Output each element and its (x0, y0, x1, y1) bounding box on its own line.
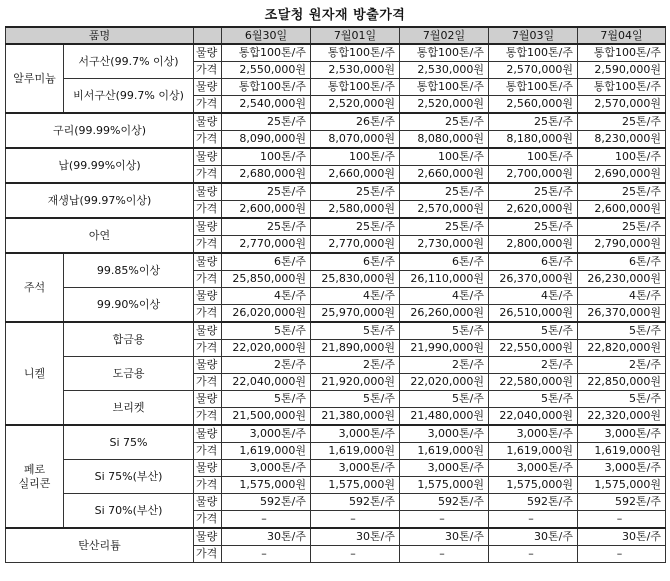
price-cell: 2,800,000원 (489, 236, 578, 254)
volume-cell: 4톤/주 (222, 288, 311, 305)
item-name: 납(99.99%이상) (6, 148, 194, 183)
price-cell: 2,770,000원 (311, 236, 400, 254)
price-label: 가격 (194, 511, 222, 529)
item-name: 아연 (6, 218, 194, 253)
volume-cell: 통합100톤/주 (222, 44, 311, 62)
volume-cell: 통합100톤/주 (311, 44, 400, 62)
volume-label: 물량 (194, 288, 222, 305)
price-cell: 22,040,000원 (489, 408, 578, 426)
item-name: 브리켓 (64, 391, 194, 426)
price-cell: 2,700,000원 (489, 166, 578, 184)
volume-cell: 25톤/주 (222, 183, 311, 201)
price-cell: 21,380,000원 (311, 408, 400, 426)
item-name: 탄산리튬 (6, 528, 194, 563)
volume-cell: 통합100톤/주 (400, 44, 489, 62)
price-cell: 2,550,000원 (222, 62, 311, 79)
table-row (6, 218, 666, 236)
volume-cell: 3,000톤/주 (489, 425, 578, 443)
volume-cell: 3,000톤/주 (311, 425, 400, 443)
table-row (6, 288, 666, 305)
volume-cell: 3,000톤/주 (222, 425, 311, 443)
kind-header (194, 27, 222, 44)
volume-cell: 통합100톤/주 (489, 44, 578, 62)
volume-label: 물량 (194, 44, 222, 62)
table-row (6, 183, 666, 201)
volume-label: 물량 (194, 148, 222, 166)
volume-cell: 25톤/주 (222, 218, 311, 236)
group-name: 페로 실리콘 (6, 425, 64, 528)
volume-cell: 4톤/주 (578, 288, 666, 305)
price-cell: 2,730,000원 (400, 236, 489, 254)
price-cell: 2,570,000원 (489, 62, 578, 79)
table-row (6, 322, 666, 340)
volume-cell: 100톤/주 (222, 148, 311, 166)
price-cell: 21,480,000원 (400, 408, 489, 426)
item-name: 도금용 (64, 357, 194, 391)
volume-cell: 5톤/주 (222, 391, 311, 408)
price-cell: 21,500,000원 (222, 408, 311, 426)
price-cell: – (222, 511, 311, 529)
price-cell: 21,990,000원 (400, 340, 489, 357)
item-name: 서구산(99.7% 이상) (64, 44, 194, 79)
volume-label: 물량 (194, 425, 222, 443)
group-name: 알루미늄 (6, 44, 64, 113)
volume-cell: 6톤/주 (489, 253, 578, 271)
price-table (5, 26, 666, 563)
table-header (6, 27, 666, 44)
price-cell: 22,550,000원 (489, 340, 578, 357)
price-cell: 2,620,000원 (489, 201, 578, 219)
volume-cell: 6톤/주 (222, 253, 311, 271)
volume-cell: 통합100톤/주 (222, 79, 311, 96)
item-name: Si 75% (64, 425, 194, 460)
date-header: 7월01일 (311, 27, 400, 44)
volume-cell: 592톤/주 (222, 494, 311, 511)
price-cell: 26,260,000원 (400, 305, 489, 323)
price-cell: 1,575,000원 (489, 477, 578, 494)
volume-label: 물량 (194, 494, 222, 511)
price-cell: 8,080,000원 (400, 131, 489, 149)
volume-cell: 3,000톤/주 (578, 460, 666, 477)
price-label: 가격 (194, 305, 222, 323)
table-row (6, 357, 666, 374)
volume-cell: 30톤/주 (400, 528, 489, 546)
volume-cell: 100톤/주 (578, 148, 666, 166)
price-label: 가격 (194, 62, 222, 79)
volume-label: 물량 (194, 322, 222, 340)
volume-cell: 2톤/주 (578, 357, 666, 374)
table-row (6, 79, 666, 96)
price-label: 가격 (194, 271, 222, 288)
table-row (6, 44, 666, 62)
volume-cell: 3,000톤/주 (222, 460, 311, 477)
price-cell: 21,920,000원 (311, 374, 400, 391)
volume-cell: 592톤/주 (311, 494, 400, 511)
volume-label: 물량 (194, 460, 222, 477)
item-name: 합금용 (64, 322, 194, 357)
volume-cell: 25톤/주 (489, 113, 578, 131)
price-cell: 1,575,000원 (400, 477, 489, 494)
volume-label: 물량 (194, 79, 222, 96)
price-cell: 2,580,000원 (311, 201, 400, 219)
volume-label: 물량 (194, 528, 222, 546)
price-cell: 8,230,000원 (578, 131, 666, 149)
item-name: 99.90%이상 (64, 288, 194, 323)
price-label: 가격 (194, 96, 222, 114)
price-cell: – (489, 511, 578, 529)
volume-cell: 30톤/주 (578, 528, 666, 546)
price-cell: – (489, 546, 578, 563)
volume-cell: 3,000톤/주 (311, 460, 400, 477)
volume-cell: 592톤/주 (489, 494, 578, 511)
date-header: 7월02일 (400, 27, 489, 44)
price-cell: 2,680,000원 (222, 166, 311, 184)
price-cell: 26,020,000원 (222, 305, 311, 323)
price-cell: – (578, 546, 666, 563)
price-cell: 2,560,000원 (489, 96, 578, 114)
item-name: 비서구산(99.7% 이상) (64, 79, 194, 114)
volume-label: 물량 (194, 253, 222, 271)
price-cell: – (311, 546, 400, 563)
price-cell: 22,040,000원 (222, 374, 311, 391)
price-cell: 1,619,000원 (400, 443, 489, 460)
price-label: 가격 (194, 374, 222, 391)
volume-cell: 30톤/주 (311, 528, 400, 546)
price-cell: 22,820,000원 (578, 340, 666, 357)
price-cell: 2,520,000원 (311, 96, 400, 114)
volume-cell: 통합100톤/주 (311, 79, 400, 96)
price-cell: 2,770,000원 (222, 236, 311, 254)
page-title: 조달청 원자재 방출가격 (264, 8, 406, 23)
price-cell: 2,660,000원 (311, 166, 400, 184)
volume-cell: 5톤/주 (489, 322, 578, 340)
table-row (6, 148, 666, 166)
price-cell: 22,320,000원 (578, 408, 666, 426)
price-cell: 2,660,000원 (400, 166, 489, 184)
volume-cell: 5톤/주 (489, 391, 578, 408)
price-cell: 2,530,000원 (400, 62, 489, 79)
price-cell: 22,850,000원 (578, 374, 666, 391)
price-cell: 2,590,000원 (578, 62, 666, 79)
volume-cell: 25톤/주 (578, 218, 666, 236)
volume-cell: 2톤/주 (311, 357, 400, 374)
table-row (6, 425, 666, 443)
volume-label: 물량 (194, 113, 222, 131)
volume-cell: 3,000톤/주 (400, 425, 489, 443)
volume-cell: 25톤/주 (400, 218, 489, 236)
volume-cell: 25톤/주 (578, 113, 666, 131)
item-header-label: 품명 (83, 29, 116, 42)
table-row (6, 528, 666, 546)
price-cell: 8,090,000원 (222, 131, 311, 149)
price-cell: – (400, 511, 489, 529)
price-cell: 1,575,000원 (311, 477, 400, 494)
volume-cell: 25톤/주 (400, 183, 489, 201)
price-cell: – (400, 546, 489, 563)
price-cell: 2,540,000원 (222, 96, 311, 114)
price-cell: 2,600,000원 (578, 201, 666, 219)
price-label: 가격 (194, 546, 222, 563)
price-cell: – (222, 546, 311, 563)
volume-cell: 2톤/주 (400, 357, 489, 374)
price-cell: 26,230,000원 (578, 271, 666, 288)
price-label: 가격 (194, 408, 222, 426)
price-label: 가격 (194, 477, 222, 494)
volume-cell: 5톤/주 (578, 391, 666, 408)
item-name: 99.85%이상 (64, 253, 194, 288)
table-row (6, 460, 666, 477)
group-name: 주석 (6, 253, 64, 322)
volume-cell: 3,000톤/주 (578, 425, 666, 443)
volume-cell: 25톤/주 (489, 218, 578, 236)
table-row (6, 253, 666, 271)
price-label: 가격 (194, 131, 222, 149)
volume-cell: 6톤/주 (400, 253, 489, 271)
price-cell: 2,570,000원 (400, 201, 489, 219)
price-cell: 2,570,000원 (578, 96, 666, 114)
price-cell: 22,020,000원 (222, 340, 311, 357)
volume-cell: 5톤/주 (311, 322, 400, 340)
volume-label: 물량 (194, 183, 222, 201)
volume-cell: 592톤/주 (578, 494, 666, 511)
volume-cell: 4톤/주 (400, 288, 489, 305)
item-name: Si 70%(부산) (64, 494, 194, 529)
price-cell: 1,619,000원 (222, 443, 311, 460)
price-cell: – (311, 511, 400, 529)
volume-cell: 100톤/주 (400, 148, 489, 166)
volume-cell: 5톤/주 (400, 322, 489, 340)
volume-cell: 4톤/주 (311, 288, 400, 305)
volume-cell: 6톤/주 (578, 253, 666, 271)
table-row (6, 391, 666, 408)
volume-cell: 25톤/주 (489, 183, 578, 201)
date-header: 7월04일 (578, 27, 666, 44)
price-cell: 1,619,000원 (311, 443, 400, 460)
table-row (6, 113, 666, 131)
price-label: 가격 (194, 340, 222, 357)
price-cell: 8,070,000원 (311, 131, 400, 149)
price-cell: – (578, 511, 666, 529)
volume-cell: 3,000톤/주 (489, 460, 578, 477)
volume-cell: 25톤/주 (400, 113, 489, 131)
price-cell: 21,890,000원 (311, 340, 400, 357)
volume-cell: 5톤/주 (578, 322, 666, 340)
price-cell: 22,020,000원 (400, 374, 489, 391)
volume-label: 물량 (194, 218, 222, 236)
group-name: 니켈 (6, 322, 64, 425)
volume-cell: 30톤/주 (489, 528, 578, 546)
volume-cell: 통합100톤/주 (400, 79, 489, 96)
volume-cell: 통합100톤/주 (578, 44, 666, 62)
price-label: 가격 (194, 236, 222, 254)
price-cell: 2,530,000원 (311, 62, 400, 79)
price-cell: 25,830,000원 (311, 271, 400, 288)
volume-cell: 통합100톤/주 (578, 79, 666, 96)
item-header (6, 27, 194, 44)
price-cell: 2,690,000원 (578, 166, 666, 184)
volume-cell: 25톤/주 (311, 218, 400, 236)
volume-cell: 5톤/주 (222, 322, 311, 340)
price-cell: 1,575,000원 (578, 477, 666, 494)
price-cell: 26,110,000원 (400, 271, 489, 288)
price-cell: 8,180,000원 (489, 131, 578, 149)
volume-label: 물량 (194, 391, 222, 408)
price-cell: 26,370,000원 (578, 305, 666, 323)
price-label: 가격 (194, 201, 222, 219)
price-cell: 26,370,000원 (489, 271, 578, 288)
volume-cell: 26톤/주 (311, 113, 400, 131)
volume-cell: 2톤/주 (222, 357, 311, 374)
volume-cell: 25톤/주 (578, 183, 666, 201)
volume-cell: 100톤/주 (311, 148, 400, 166)
item-name: Si 75%(부산) (64, 460, 194, 494)
volume-cell: 592톤/주 (400, 494, 489, 511)
volume-cell: 5톤/주 (311, 391, 400, 408)
volume-cell: 3,000톤/주 (400, 460, 489, 477)
item-name: 구리(99.99%이상) (6, 113, 194, 148)
price-cell: 1,619,000원 (578, 443, 666, 460)
price-cell: 1,619,000원 (489, 443, 578, 460)
price-cell: 25,850,000원 (222, 271, 311, 288)
volume-cell: 2톤/주 (489, 357, 578, 374)
price-cell: 2,520,000원 (400, 96, 489, 114)
volume-cell: 100톤/주 (489, 148, 578, 166)
volume-cell: 통합100톤/주 (489, 79, 578, 96)
volume-cell: 5톤/주 (400, 391, 489, 408)
volume-cell: 6톤/주 (311, 253, 400, 271)
volume-cell: 25톤/주 (311, 183, 400, 201)
price-cell: 2,790,000원 (578, 236, 666, 254)
price-cell: 2,600,000원 (222, 201, 311, 219)
price-cell: 26,510,000원 (489, 305, 578, 323)
date-header: 7월03일 (489, 27, 578, 44)
price-cell: 22,580,000원 (489, 374, 578, 391)
price-label: 가격 (194, 166, 222, 184)
volume-cell: 25톤/주 (222, 113, 311, 131)
volume-label: 물량 (194, 357, 222, 374)
date-header: 6월30일 (222, 27, 311, 44)
price-cell: 25,970,000원 (311, 305, 400, 323)
table-row (6, 494, 666, 511)
volume-cell: 30톤/주 (222, 528, 311, 546)
item-name: 재생납(99.97%이상) (6, 183, 194, 218)
volume-cell: 4톤/주 (489, 288, 578, 305)
price-label: 가격 (194, 443, 222, 460)
price-cell: 1,575,000원 (222, 477, 311, 494)
